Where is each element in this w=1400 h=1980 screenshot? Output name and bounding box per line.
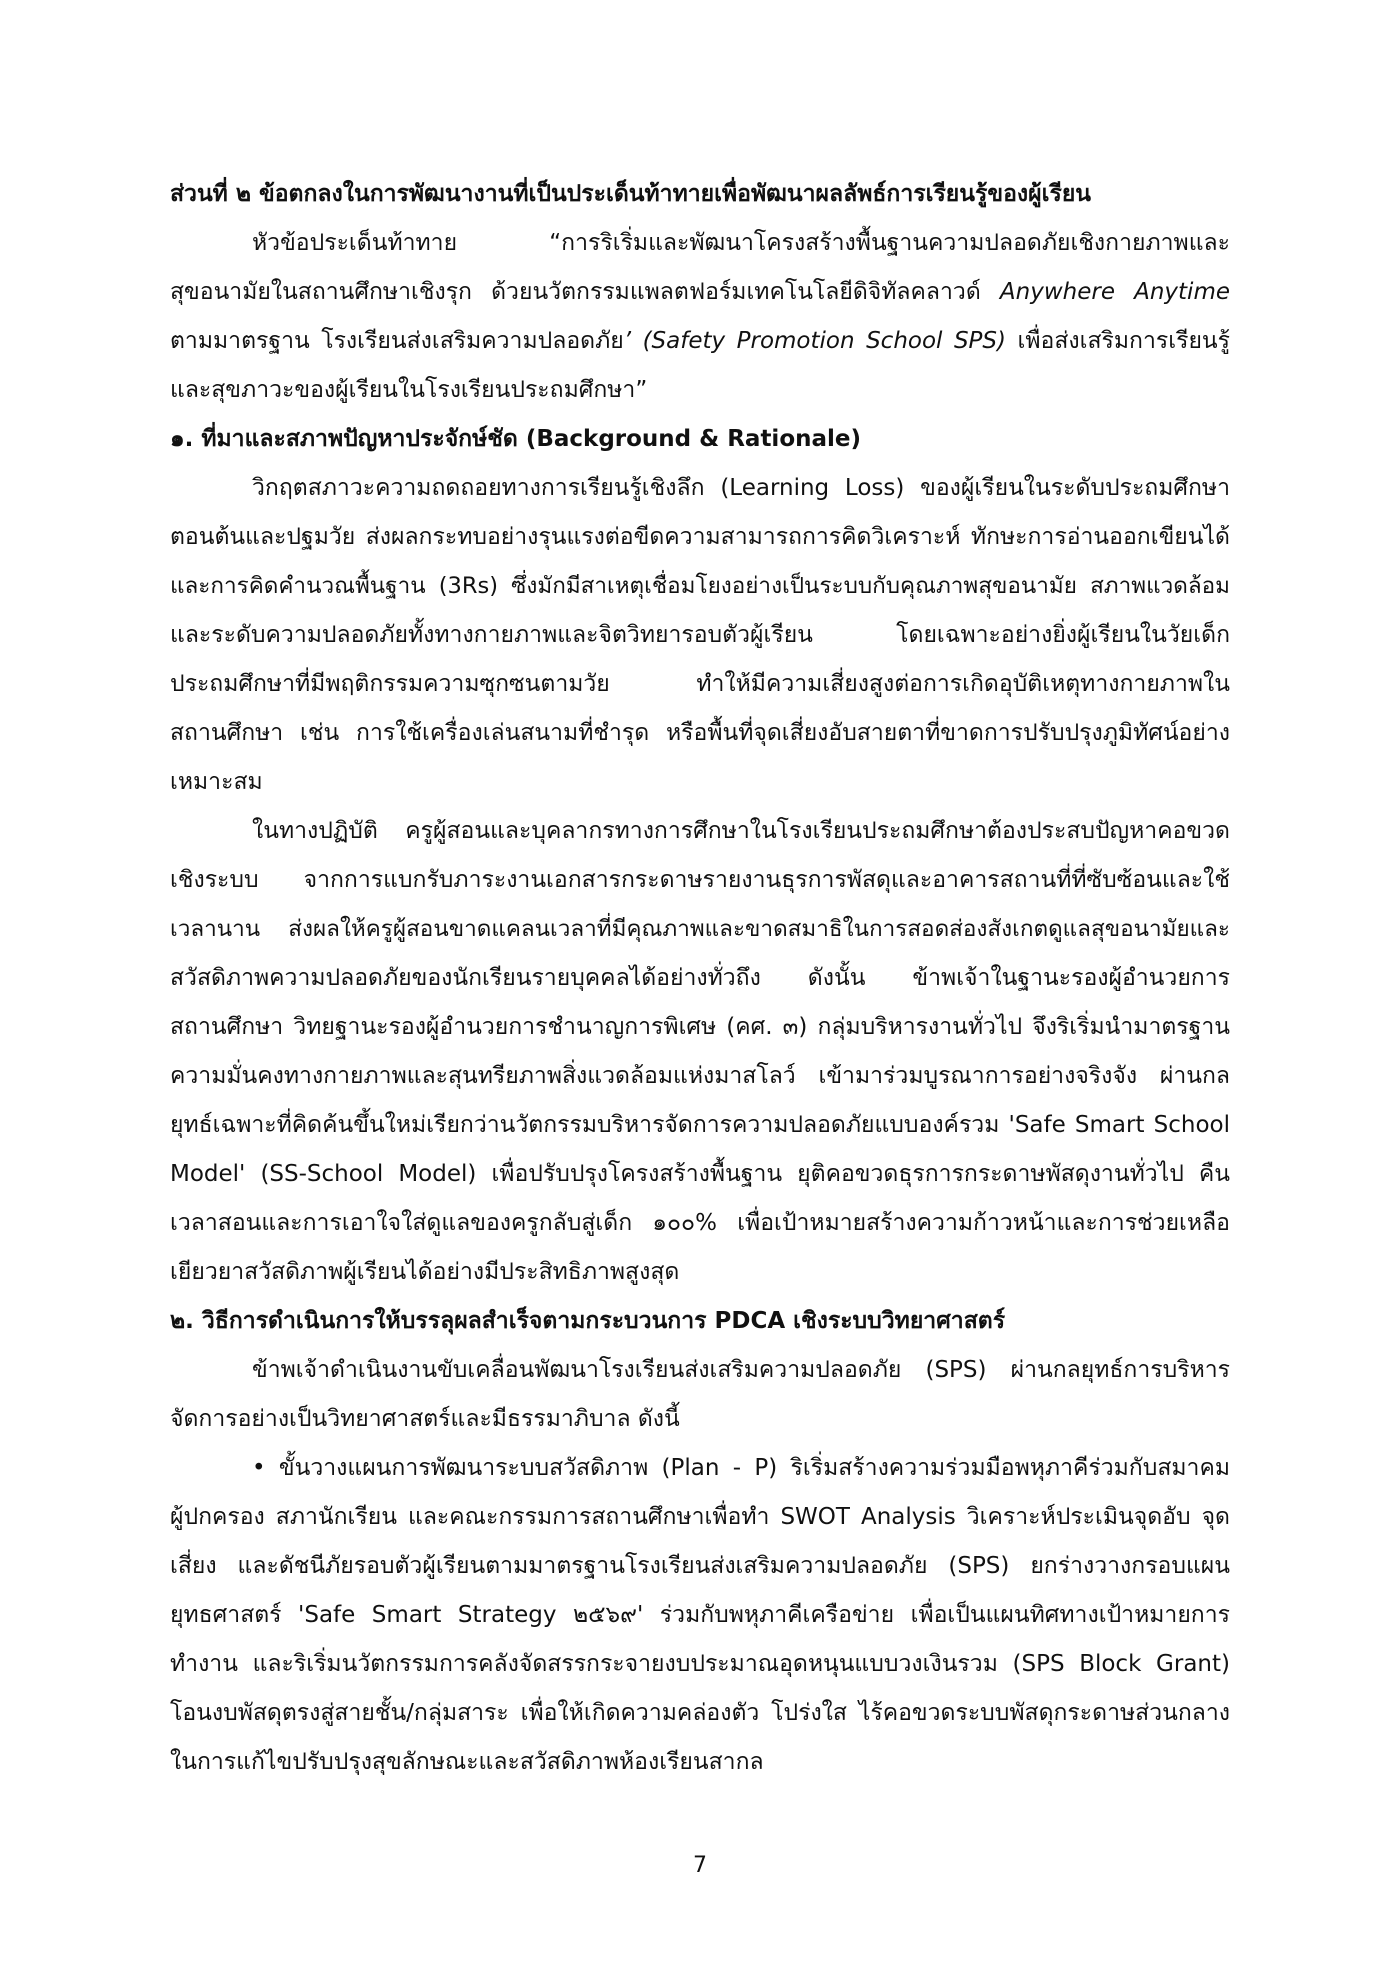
- section-1-paragraph-2: [170, 807, 1230, 1297]
- section-2-heading: ๒. วิธีการดำเนินการให้บรรลุผลสำเร็จตามกระบวนการ PDCA เชิงระบบวิทยาศาสตร์: [170, 1308, 1006, 1334]
- paragraph-line: เวลานาน ส่งผลให้ครูผู้สอนขาดแคลนเวลาที่มีคุณภาพและขาดสมาธิในการสอดส่องสังเกตดูแลสุขอนามัยและ: [170, 916, 1230, 942]
- challenge-line-2-italic: Anywhere Anytime: [999, 279, 1230, 305]
- paragraph-line: โอนงบพัสดุตรงสู่สายชั้น/กลุ่มสาระ เพื่อให้เกิดความคล่องตัว โปร่งใส ไร้คอขวดระบบพัสดุกระดาษส่วนกลาง: [170, 1700, 1230, 1726]
- challenge-line-3: [170, 317, 1230, 366]
- paragraph-line: เยียวยาสวัสดิภาพผู้เรียนได้อย่างมีประสิทธิภาพสูงสุด: [170, 1259, 680, 1285]
- section-1-paragraph-1: [170, 464, 1230, 807]
- paragraph-line: เชิงระบบ จากการแบกรับภาระงานเอกสารกระดาษรายงานธุรการพัสดุและอาคารสถานที่ที่ซับซ้อนและใช้: [170, 867, 1230, 893]
- document-page: [170, 170, 1230, 1787]
- section-heading: ส่วนที่ ๒ ข้อตกลงในการพัฒนางานที่เป็นประเด็นท้าทายเพื่อพัฒนาผลลัพธ์การเรียนรู้ของผู้เรียน: [170, 181, 1092, 207]
- challenge-line-2: [170, 268, 1230, 317]
- paragraph-line: ผู้ปกครอง สภานักเรียน และคณะกรรมการสถานศึกษาเพื่อทำ SWOT Analysis วิเคราะห์ประเมินจุดอับ จุด: [170, 1504, 1230, 1530]
- challenge-line-3-tail: เพื่อส่งเสริมการเรียนรู้: [1006, 328, 1230, 354]
- paragraph-line: เสี่ยง และดัชนีภัยรอบตัวผู้เรียนตามมาตรฐานโรงเรียนส่งเสริมความปลอดภัย (SPS) ยกร่างวางกรอบแผน: [170, 1553, 1230, 1579]
- paragraph-line: สถานศึกษา วิทยฐานะรองผู้อำนวยการชำนาญการพิเศษ (คศ. ๓) กลุ่มบริหารงานทั่วไป จึงริเริ่มนำมาตรฐาน: [170, 1014, 1230, 1040]
- paragraph-line: สถานศึกษา เช่น การใช้เครื่องเล่นสนามที่ชำรุด หรือพื้นที่จุดเสี่ยงอับสายตาที่ขาดการปรับปรุงภูมิทัศน์อย่าง: [170, 720, 1230, 746]
- challenge-line-4: และสุขภาวะของผู้เรียนในโรงเรียนประถมศึกษา”: [170, 377, 648, 403]
- paragraph-line: สวัสดิภาพความปลอดภัยของนักเรียนรายบุคคลได้อย่างทั่วถึง ดังนั้น ข้าพเจ้าในฐานะรองผู้อำนวยการ: [170, 965, 1230, 991]
- paragraph-line: ยุทธ์เฉพาะที่คิดค้นขึ้นใหม่เรียกว่านวัตกรรมบริหารจัดการความปลอดภัยแบบองค์รวม 'Safe Smart School: [170, 1112, 1230, 1138]
- paragraph-line: Model' (SS-School Model) เพื่อปรับปรุงโครงสร้างพื้นฐาน ยุติคอขวดธุรการกระดาษพัสดุงานทั่วไป คืน: [170, 1161, 1230, 1187]
- section-2-bullet-plan: [170, 1444, 1230, 1787]
- paragraph-line: และการคิดคำนวณพื้นฐาน (3Rs) ซึ่งมักมีสาเหตุเชื่อมโยงอย่างเป็นระบบกับคุณภาพสุขอนามัย สภาพแวดล้อม: [170, 573, 1230, 599]
- paragraph-line: ความมั่นคงทางกายภาพและสุนทรียภาพสิ่งแวดล้อมแห่งมาสโลว์ เข้ามาร่วมบูรณาการอย่างจริงจัง ผ่านกล: [170, 1063, 1230, 1089]
- paragraph-line: เหมาะสม: [170, 769, 263, 795]
- section-1-heading: ๑. ที่มาและสภาพปัญหาประจักษ์ชัด (Background & Rationale): [170, 426, 862, 452]
- challenge-line-1: หัวข้อประเด็นท้าทาย “การริเริ่มและพัฒนาโครงสร้างพื้นฐานความปลอดภัยเชิงกายภาพและ: [252, 230, 1230, 256]
- paragraph-line: ประถมศึกษาที่มีพฤติกรรมความซุกซนตามวัย ทำให้มีความเสี่ยงสูงต่อการเกิดอุบัติเหตุทางกายภาพใน: [170, 671, 1230, 697]
- paragraph-line: ในทางปฏิบัติ ครูผู้สอนและบุคลากรทางการศึกษาในโรงเรียนประถมศึกษาต้องประสบปัญหาคอขวด: [252, 818, 1230, 844]
- paragraph-line: ข้าพเจ้าดำเนินงานขับเคลื่อนพัฒนาโรงเรียนส่งเสริมความปลอดภัย (SPS) ผ่านกลยุทธ์การบริหาร: [252, 1357, 1230, 1383]
- section-2-intro: [170, 1346, 1230, 1444]
- page-number: 7: [693, 1853, 707, 1878]
- paragraph-line: ยุทธศาสตร์ 'Safe Smart Strategy ๒๕๖๙' ร่วมกับพหุภาคีเครือข่าย เพื่อเป็นแผนทิศทางเป้าหมายการ: [170, 1602, 1230, 1628]
- paragraph-line: จัดการอย่างเป็นวิทยาศาสตร์และมีธรรมาภิบาล ดังนี้: [170, 1406, 680, 1432]
- challenge-topic: [170, 219, 1230, 415]
- paragraph-line: และระดับความปลอดภัยทั้งทางกายภาพและจิตวิทยารอบตัวผู้เรียน โดยเฉพาะอย่างยิ่งผู้เรียนในวัยเด็ก: [170, 622, 1230, 648]
- paragraph-line: • ขั้นวางแผนการพัฒนาระบบสวัสดิภาพ (Plan - P) ริเริ่มสร้างความร่วมมือพหุภาคีร่วมกับสมาคม: [252, 1455, 1230, 1481]
- paragraph-line: ทำงาน และริเริ่มนวัตกรรมการคลังจัดสรรกระจายงบประมาณอุดหนุนแบบวงเงินรวม (SPS Block Grant): [170, 1651, 1230, 1677]
- paragraph-line: วิกฤตสภาวะความถดถอยทางการเรียนรู้เชิงลึก (Learning Loss) ของผู้เรียนในระดับประถมศึกษา: [252, 475, 1230, 501]
- paragraph-line: ตอนต้นและปฐมวัย ส่งผลกระทบอย่างรุนแรงต่อขีดความสามารถการคิดวิเคราะห์ ทักษะการอ่านออกเขียนได้: [170, 524, 1230, 550]
- challenge-line-3-text: ตามมาตรฐาน โรงเรียนส่งเสริมความปลอดภัย: [170, 328, 624, 354]
- challenge-line-2-text: สุขอนามัยในสถานศึกษาเชิงรุก ด้วยนวัตกรรมแพลตฟอร์มเทคโนโลยีดิจิทัลคลาวด์: [170, 279, 1000, 305]
- paragraph-line: เวลาสอนและการเอาใจใส่ดูแลของครูกลับสู่เด็ก ๑๐๐% เพื่อเป้าหมายสร้างความก้าวหน้าและการช่วยเหลือ: [170, 1210, 1230, 1236]
- paragraph-line: ในการแก้ไขปรับปรุงสุขลักษณะและสวัสดิภาพห้องเรียนสากล: [170, 1749, 764, 1775]
- challenge-line-3-italic: ’ (Safety Promotion School SPS): [623, 328, 1006, 354]
